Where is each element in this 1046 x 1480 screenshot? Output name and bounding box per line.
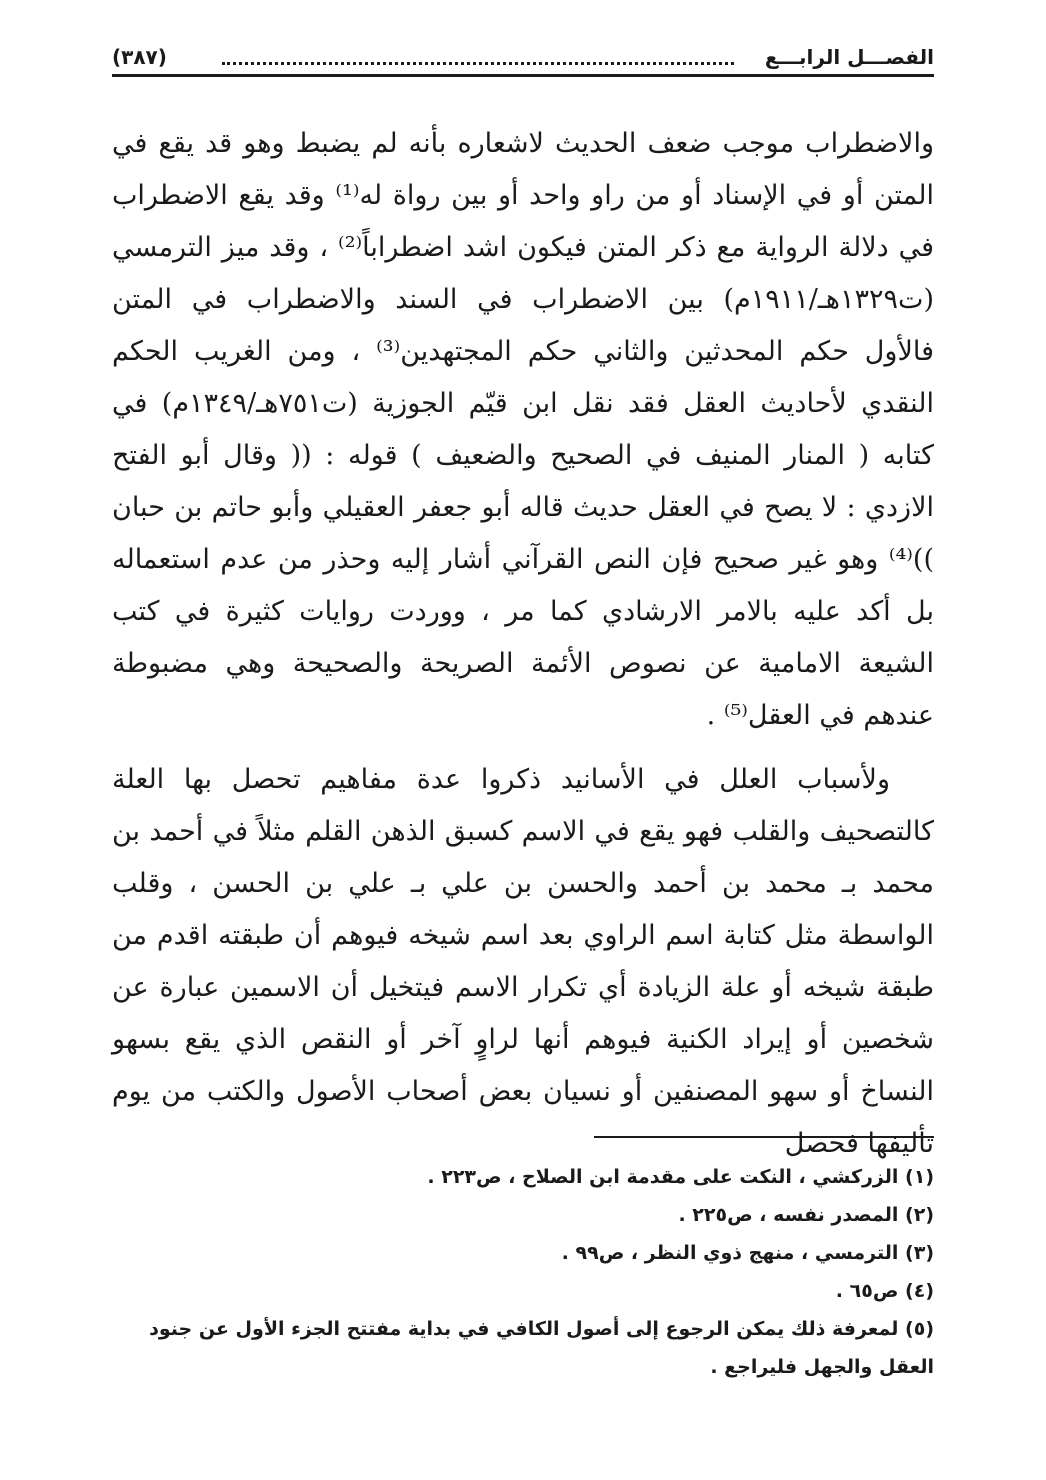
page-number: (٣٨٧) — [112, 45, 167, 69]
paragraph-2: ولأسباب العلل في الأسانيد ذكروا عدة مفاهيم تحصل بها العلة كالتصحيف والقلب فهو يقع في الاسم كسبق الذهن القلم مثلاً في أحمد بن محمد بـ محمد بن أحمد والحسن بن علي بـ علي بن الحسن ، وقلب الواسطة مثل كتابة اسم الراوي بعد اسم شيخه فيوهم أن طبقته اقدم من طبقة شيخه أو علة الزيادة أي تكرار الاسم فيتخيل أن الاسمين عبارة عن شخصين أو إيراد الكنية فيوهم أنها لراوٍ آخر أو النقص الذي يقع بسهو النساخ أو سهو المصنفين أو نسيان بعض أصحاب الأصول والكتب من يوم تأليفها فحصل — [112, 764, 934, 1159]
chapter-title: الفصـــل الرابـــع — [764, 45, 934, 69]
footnote-separator — [594, 1136, 934, 1138]
footnote-5: (٥) لمعرفة ذلك يمكن الرجوع إلى أصول الكافي في بداية مفتتح الجزء الأول عن جنود العقل والجهل فليراجع . — [149, 1318, 934, 1378]
footnote-1: (١) الزركشي ، النكت على مقدمة ابن الصلاح ، ص٢٢٣ . — [427, 1166, 934, 1188]
footnote-3: (٣) الترمسي ، منهج ذوي النظر ، ص٩٩ . — [561, 1242, 934, 1264]
paragraph-1: والاضطراب موجب ضعف الحديث لاشعاره بأنه لم يضبط وهو قد يقع في المتن أو في الإسناد أو من راو واحد أو بين رواة له⁽¹⁾ وقد يقع الاضطراب في دلالة الرواية مع ذكر المتن فيكون اشد اضطراباً⁽²⁾ ، وقد ميز الترمسي (ت١٣٢٩هـ/١٩١١م) بين الاضطراب في السند والاضطراب في المتن فالأول حكم المحدثين والثاني حكم المجتهدين⁽³⁾ ، ومن الغريب الحكم النقدي لأحاديث العقل فقد نقل ابن قيّم الجوزية (ت٧٥١هـ/١٣٤٩م) في كتابه ( المنار المنيف في الصحيح والضعيف ) قوله : (( وقال أبو الفتح الازدي : لا يصح في العقل حديث قاله أبو جعفر العقيلي وأبو حاتم بن حبان ))⁽⁴⁾ وهو غير صحيح فإن النص القرآني أشار إليه وحذر من عدم استعماله بل أكد عليه بالامر الارشادي كما مر ، ووردت روايات كثيرة في كتب الشيعة الامامية عن نصوص الأئمة الصريحة والصحيحة وهي مضبوطة عندهم في العقل⁽⁵⁾ . — [112, 128, 934, 731]
header-dot-leader — [222, 40, 734, 65]
main-text — [112, 118, 934, 1170]
footnote-4: (٤) ص٦٥ . — [835, 1280, 934, 1302]
footnote-2: (٢) المصدر نفسه ، ص٢٢٥ . — [678, 1204, 934, 1226]
running-header — [112, 40, 934, 77]
footnotes — [112, 1158, 934, 1386]
